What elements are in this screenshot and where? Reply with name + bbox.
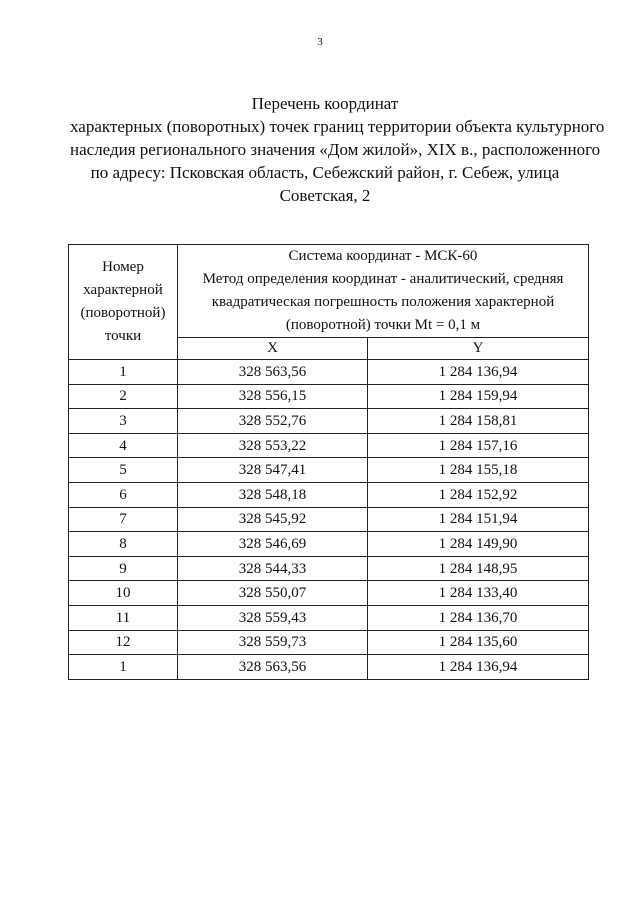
- point-number-cell: 4: [69, 433, 178, 458]
- y-coordinate-cell: 1 284 152,92: [368, 482, 589, 507]
- x-coordinate-cell: 328 545,92: [178, 507, 368, 532]
- point-number-cell: 8: [69, 532, 178, 557]
- y-coordinate-cell: 1 284 157,16: [368, 433, 589, 458]
- coordinate-system-header: [178, 245, 589, 338]
- x-coordinate-cell: 328 547,41: [178, 458, 368, 483]
- title-line: Перечень координат: [251, 94, 399, 113]
- header-line: характерной: [83, 282, 163, 298]
- x-coordinate-cell: 328 546,69: [178, 532, 368, 557]
- x-coordinate-cell: 328 556,15: [178, 384, 368, 409]
- table-row: [69, 409, 589, 434]
- x-coordinate-cell: 328 563,56: [178, 360, 368, 385]
- y-coordinate-cell: 1 284 158,81: [368, 409, 589, 434]
- y-coordinate-cell: 1 284 151,94: [368, 507, 589, 532]
- title-line: Советская, 2: [279, 186, 371, 205]
- point-number-cell: 1: [69, 655, 178, 680]
- table-row: [69, 458, 589, 483]
- title-line: наследия регионального значения «Дом жилой», XIX в., расположенного: [70, 140, 601, 159]
- title-line: по адресу: Псковская область, Себежский район, г. Себеж, улица: [90, 163, 560, 182]
- x-column-header: X: [178, 338, 368, 360]
- y-coordinate-cell: 1 284 135,60: [368, 630, 589, 655]
- header-line: (поворотной) точки Mt = 0,1 м: [285, 317, 481, 333]
- point-number-cell: 11: [69, 605, 178, 630]
- point-number-cell: 6: [69, 482, 178, 507]
- y-column-header: Y: [368, 338, 589, 360]
- point-number-cell: 1: [69, 360, 178, 385]
- point-number-header: [69, 245, 178, 360]
- x-coordinate-cell: 328 553,22: [178, 433, 368, 458]
- table-row: [69, 630, 589, 655]
- point-number-cell: 2: [69, 384, 178, 409]
- point-number-cell: 12: [69, 630, 178, 655]
- x-coordinate-cell: 328 544,33: [178, 556, 368, 581]
- point-number-cell: 9: [69, 556, 178, 581]
- table-row: [69, 655, 589, 680]
- x-coordinate-cell: 328 563,56: [178, 655, 368, 680]
- x-coordinate-cell: 328 552,76: [178, 409, 368, 434]
- point-number-cell: 3: [69, 409, 178, 434]
- coordinates-table: [68, 244, 589, 680]
- y-coordinate-cell: 1 284 159,94: [368, 384, 589, 409]
- x-coordinate-cell: 328 548,18: [178, 482, 368, 507]
- table-row: [69, 605, 589, 630]
- header-line: Номер: [102, 259, 144, 275]
- y-coordinate-cell: 1 284 136,94: [368, 655, 589, 680]
- table-row: [69, 556, 589, 581]
- y-coordinate-cell: 1 284 136,70: [368, 605, 589, 630]
- title-line: характерных (поворотных) точек границ территории объекта культурного: [70, 117, 605, 136]
- table-row: [69, 532, 589, 557]
- page-number: 3: [317, 36, 323, 48]
- point-number-cell: 10: [69, 581, 178, 606]
- table-row: [69, 581, 589, 606]
- y-coordinate-cell: 1 284 148,95: [368, 556, 589, 581]
- table-row: [69, 507, 589, 532]
- y-coordinate-cell: 1 284 133,40: [368, 581, 589, 606]
- x-coordinate-cell: 328 559,43: [178, 605, 368, 630]
- table-row: [69, 433, 589, 458]
- header-line: (поворотной): [80, 305, 166, 321]
- x-coordinate-cell: 328 559,73: [178, 630, 368, 655]
- point-number-cell: 5: [69, 458, 178, 483]
- header-line: квадратическая погрешность положения характерной: [211, 294, 555, 310]
- header-line: точки: [104, 328, 142, 344]
- x-coordinate-cell: 328 550,07: [178, 581, 368, 606]
- header-line: Система координат - МСК-60: [288, 248, 478, 264]
- header-line: Метод определения координат - аналитический, средняя: [202, 271, 564, 287]
- point-number-cell: 7: [69, 507, 178, 532]
- document-title: [70, 92, 605, 207]
- table-row: [69, 482, 589, 507]
- y-coordinate-cell: 1 284 136,94: [368, 360, 589, 385]
- y-coordinate-cell: 1 284 149,90: [368, 532, 589, 557]
- y-coordinate-cell: 1 284 155,18: [368, 458, 589, 483]
- table-row: [69, 384, 589, 409]
- table-row: [69, 360, 589, 385]
